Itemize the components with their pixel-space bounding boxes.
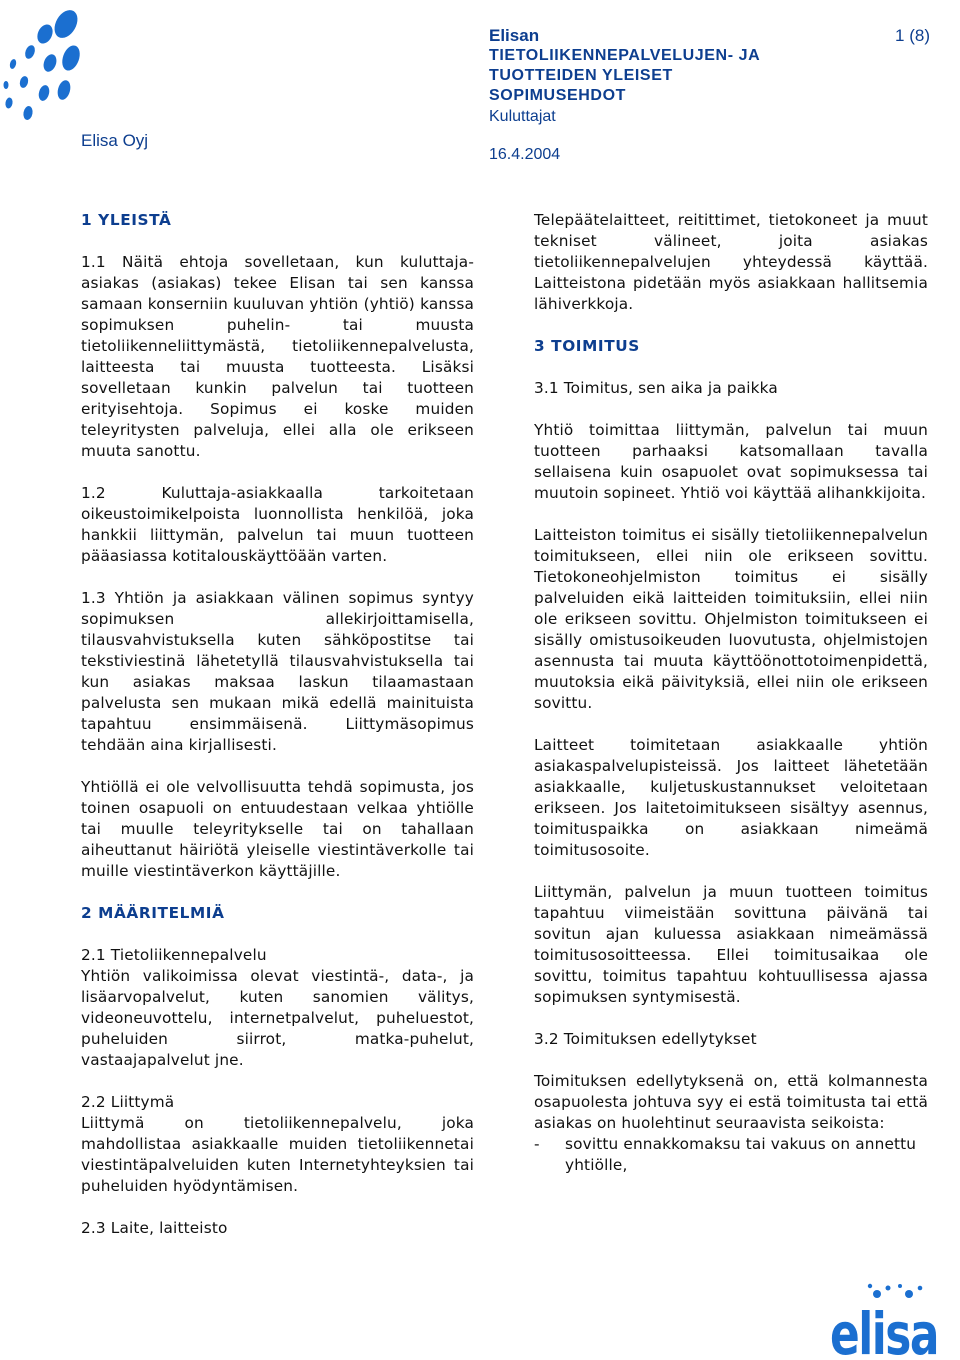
paragraph-1-2: 1.2 Kuluttaja-asiakkaalla tarkoitetaan oikeustoimikelpoista luonnollista henkilöä, joka hankkii liittymän, palvelun tai muun tuotteen pääasiassa kotitalouskäyttöään varten.: [81, 484, 474, 565]
subsection-2-1-title: 2.1 Tietoliikennepalvelu: [81, 946, 267, 964]
list-item-text: sovittu ennakkomaksu tai vakuus on annettu yhtiölle,: [565, 1135, 917, 1174]
paragraph-3-1-c: Laitteet toimitetaan asiakkaalle yhtiön asiakaspalvelupisteissä. Jos laitteet lähetetään asiakkaalle, kuljetuskustannukset veloitetaan erikseen. Jos laitetoimitukseen sisältyy asennus, toimituspaikka on asiakkaan nimeämä toimitusosoite.: [534, 736, 928, 859]
header-title-line-3: SOPIMUSEHDOT: [489, 87, 626, 104]
page-number: 1 (8): [895, 26, 930, 45]
section-3-heading: 3 TOIMITUS: [534, 337, 640, 355]
header-title-line-1: TIETOLIIKENNEPALVELUJEN- JA: [489, 47, 761, 64]
paragraph-3-1-b: Laitteiston toimitus ei sisälly tietoliikennepalvelun toimitukseen, ellei niin ole erikseen sovittu. Tietokoneohjelmiston toimitus ei sisälly palveluiden eikä laitteiden toimituksiin, ellei niin ole erikseen sovittu. Ohjelmiston toimitukseen ei sisälly omistusoikeuden luovutusta, ohjelmistojen asennusta tai muuta käyttöönottotoimenpidettä, muutoksia eikä päivityksiä, ellei niin ole erikseen sovittu.: [534, 526, 928, 712]
left-column: [81, 210, 474, 1239]
paragraph-3-1-d: Liittymän, palvelun ja muun tuotteen toimitus tapahtuu viimeistään sovittuna päivänä tai sovitun ajan kuluessa asiakkaan nimeämässä toimitusosoitteessa. Ellei toimitusaikaa ole sovittu, toimitus tapahtuu kohtuullisessa ajassa sopimuksen syntymisestä.: [534, 883, 928, 1006]
section-2-heading: 2 MÄÄRITELMIÄ: [81, 904, 225, 922]
company-name: Elisa Oyj: [81, 131, 149, 150]
paragraph-1-4: Yhtiöllä ei ole velvollisuutta tehdä sopimusta, jos toinen osapuoli on entuudestaan velkaa yhtiölle tai muulle teleyritykselle tai on tahallaan aiheuttanut häiriötä yleiselle viestintäverkolle tai muille viestintäverkon käyttäjille.: [81, 778, 474, 880]
header-brand: Elisan: [489, 26, 540, 45]
section-1-heading: 1 YLEISTÄ: [81, 211, 172, 229]
list-dash: -: [534, 1135, 540, 1153]
header-title-line-2: TUOTTEIDEN YLEISET: [489, 67, 673, 84]
header-date: 16.4.2004: [489, 146, 561, 163]
subsection-3-1-title: 3.1 Toimitus, sen aika ja paikka: [534, 379, 778, 397]
right-column: [534, 210, 928, 1176]
subsection-2-2-title: 2.2 Liittymä: [81, 1093, 175, 1111]
paragraph-3-1-a: Yhtiö toimittaa liittymän, palvelun tai muun tuotteen parhaaksi katsomallaan tavalla sellaisena kuin osapuolet ovat sopimuksessa tai muutoin sopineet. Yhtiö voi käyttää alihankkijoita.: [534, 421, 928, 502]
list-item: [534, 1134, 928, 1176]
paragraph-1-1: 1.1 Näitä ehtoja sovelletaan, kun kuluttaja-asiakas (asiakas) tekee Elisan tai sen kanssa samaan konserniin kuuluvan yhtiön (yhtiö) kanssa sopimuksen puhelin- tai muusta tietoliikenneliittymästä, tietoliikennepalvelusta, laitteesta tai muusta tuotteesta. Lisäksi sovelletaan kunkin palvelun tai tuotteen erityisehtoja. Sopimus ei koske muiden teleyritysten palveluja, ellei alla ole erikseen muuta sanottu.: [81, 253, 474, 460]
wordmark-text: elisa: [830, 1300, 938, 1360]
subsection-2-3-title: 2.3 Laite, laitteisto: [81, 1219, 228, 1237]
paragraph-3-2: Toimituksen edellytyksenä on, että kolmannesta osapuolesta johtuva syy ei estä toimitusta tai että asiakas on huolehtinut seuraavista seikoista:: [534, 1072, 928, 1132]
subsection-3-2-title: 3.2 Toimituksen edellytykset: [534, 1030, 757, 1048]
document-header: [489, 26, 849, 164]
paragraph-2-1: Yhtiön valikoimissa olevat viestintä-, data-, ja lisäarvopalvelut, kuten sanomien välitys, videoneuvottelu, internetpalvelut, puheluestot, puheluiden siirrot, matka-puhelut, vastaajapalvelut jne.: [81, 967, 474, 1069]
paragraph-1-3: 1.3 Yhtiön ja asiakkaan välinen sopimus syntyy sopimuksen allekirjoittamisella, tilausvahvistuksella kuten sähköpostitse tai tekstiviestinä lähetetyllä tilausvahvistuksella tai kun asiakas maksaa laskun tilaamastaan palvelusta sen mukaan mikä edellä mainituista tapahtuu ensimmäisenä. Liittymäsopimus tehdään aina kirjallisesti.: [81, 589, 474, 754]
paragraph-2-2: Liittymä on tietoliikennepalvelu, joka mahdollistaa asiakkaalle muiden tietoliikennetai viestintäpalveluiden kuten Internetyhteyksien tai puheluiden hyödyntämisen.: [81, 1114, 474, 1195]
elisa-dots-logo-icon: [0, 0, 80, 130]
header-audience: Kuluttajat: [489, 108, 556, 125]
paragraph-2-3: Telepäätelaitteet, reitittimet, tietokoneet ja muut tekniset välineet, joita asiakas tietoliikennepalvelujen yhteydessä käyttää. Laitteistona pidetään myös asiakkaan hallitsemia lähiverkkoja.: [534, 211, 928, 313]
elisa-wordmark-logo: [830, 1284, 940, 1360]
